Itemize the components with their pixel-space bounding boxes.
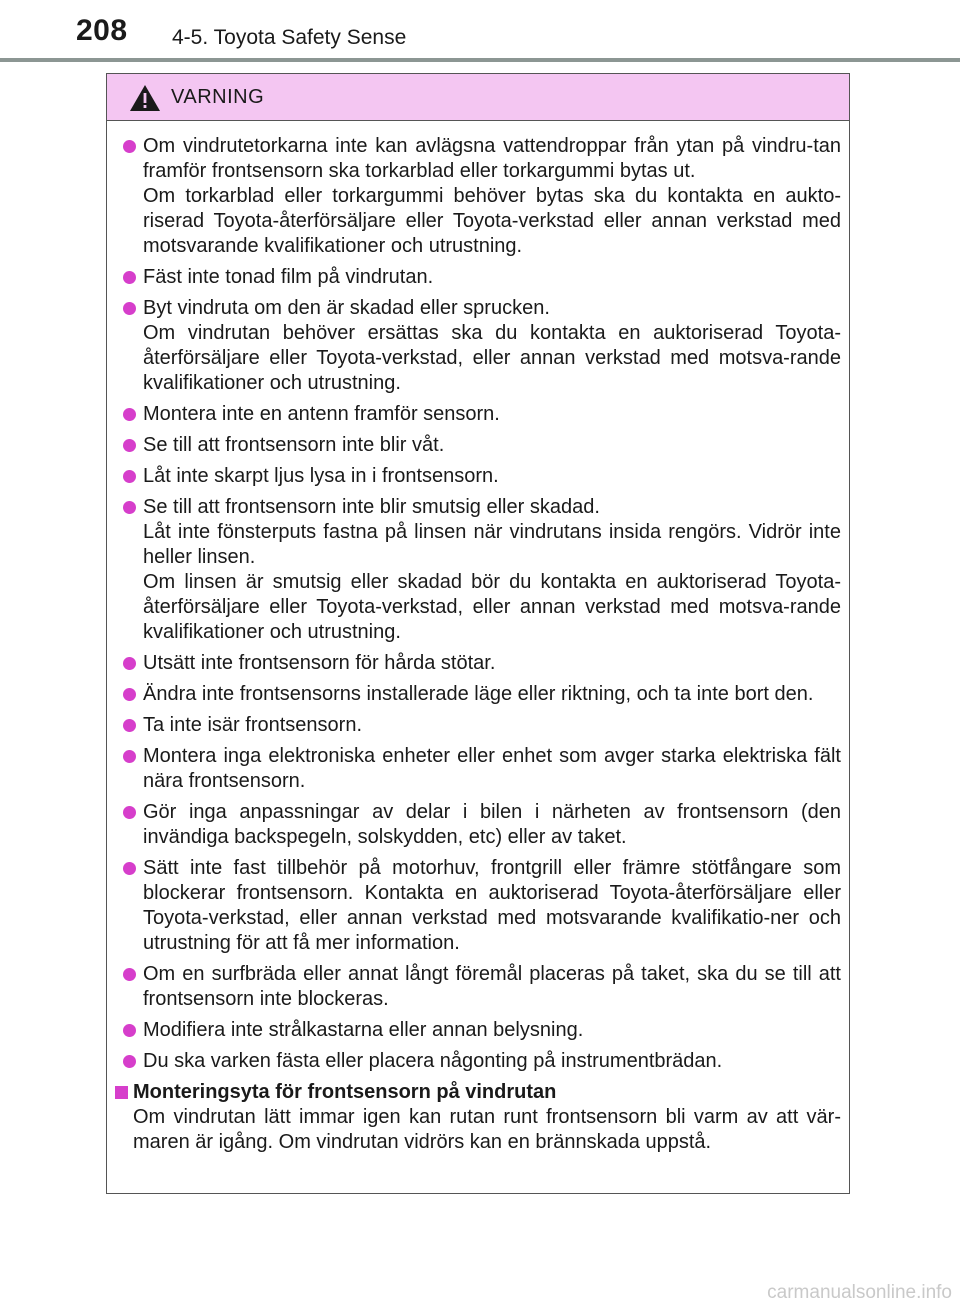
list-item — [117, 265, 841, 290]
bullet-dot-icon — [123, 271, 136, 284]
bullet-dot-icon — [123, 140, 136, 153]
warning-triangle-icon — [129, 84, 161, 112]
item-paragraph: Om vindrutan behöver ersättas ska du kontakta en auktoriserad Toyota-återförsäljare eller Toyota-verkstad, eller annan verkstad med motsva-rande kvalifikationer och utrustning. — [143, 322, 841, 394]
item-paragraph: Om en surfbräda eller annat långt föremål placeras på taket, ska du se till att frontsensorn inte blockeras. — [143, 963, 841, 1010]
page-header — [0, 0, 960, 62]
list-item — [117, 1049, 841, 1074]
bullet-dot-icon — [123, 968, 136, 981]
list-item — [117, 962, 841, 1012]
warning-label: VARNING — [171, 86, 265, 108]
bullet-dot-icon — [123, 862, 136, 875]
list-item — [117, 464, 841, 489]
bullet-dot-icon — [123, 302, 136, 315]
bullet-dot-icon — [123, 750, 136, 763]
bullet-dot-icon — [123, 1055, 136, 1068]
list-item — [117, 433, 841, 458]
warning-box — [106, 73, 850, 1194]
bullet-dot-icon — [123, 501, 136, 514]
bullet-dot-icon — [123, 806, 136, 819]
list-item — [117, 296, 841, 396]
list-item — [117, 713, 841, 738]
bullet-dot-icon — [123, 657, 136, 670]
bullet-dot-icon — [123, 688, 136, 701]
bullet-dot-icon — [123, 719, 136, 732]
subsection-text: Om vindrutan lätt immar igen kan rutan runt frontsensorn bli varm av att vär-maren är igång. Om vindrutan vidrörs kan en brännskada uppstå. — [133, 1106, 841, 1153]
item-paragraph: Se till att frontsensorn inte blir smutsig eller skadad. — [143, 496, 600, 518]
subsection-heading-text: Monteringsyta för frontsensorn på vindrutan — [133, 1081, 557, 1103]
item-paragraph: Om vindrutetorkarna inte kan avlägsna vattendroppar från ytan på vindru-tan framför frontsensorn ska torkarblad eller torkargummi bytas ut. — [143, 135, 841, 182]
warning-header — [107, 74, 849, 121]
item-paragraph: Du ska varken fästa eller placera någonting på instrumentbrädan. — [143, 1050, 723, 1072]
list-item — [117, 744, 841, 794]
list-item — [117, 651, 841, 676]
item-paragraph: Sätt inte fast tillbehör på motorhuv, frontgrill eller främre stötfångare som blockerar frontsensorn. Kontakta en auktoriserad Toyota-återförsäljare eller Toyota-verkstad, eller annan verkstad med motsvarande kvalifikatio-ner och utrustning för att få mer information. — [143, 857, 841, 954]
item-paragraph: Byt vindruta om den är skadad eller sprucken. — [143, 297, 550, 319]
square-bullet-icon — [115, 1086, 128, 1099]
header-rule — [0, 58, 960, 62]
page-number: 208 — [76, 14, 128, 47]
item-paragraph: Gör inga anpassningar av delar i bilen i närheten av frontsensorn (den invändiga backspegeln, solskydden, etc) eller av taket. — [143, 801, 841, 848]
list-item — [117, 1018, 841, 1043]
item-paragraph: Se till att frontsensorn inte blir våt. — [143, 434, 445, 456]
item-paragraph: Fäst inte tonad film på vindrutan. — [143, 266, 434, 288]
bullet-dot-icon — [123, 439, 136, 452]
list-item — [117, 134, 841, 259]
item-paragraph: Låt inte fönsterputs fastna på linsen när vindrutans insida rengörs. Vidrör inte heller linsen. — [143, 521, 841, 568]
warning-content — [107, 134, 849, 1155]
item-paragraph: Låt inte skarpt ljus lysa in i frontsensorn. — [143, 465, 499, 487]
item-paragraph: Montera inga elektroniska enheter eller enhet som avger starka elektriska fält nära frontsensorn. — [143, 745, 841, 792]
watermark: carmanualsonline.info — [767, 1282, 952, 1303]
item-paragraph: Om torkarblad eller torkargummi behöver bytas ska du kontakta en aukto-riserad Toyota-återförsäljare eller Toyota-verkstad eller annan verkstad med motsvarande kvalifikationer och utrustning. — [143, 185, 841, 257]
list-item — [117, 682, 841, 707]
item-paragraph: Utsätt inte frontsensorn för hårda stötar. — [143, 652, 496, 674]
item-paragraph: Modifiera inte strålkastarna eller annan belysning. — [143, 1019, 584, 1041]
list-item — [117, 495, 841, 645]
item-paragraph: Montera inte en antenn framför sensorn. — [143, 403, 500, 425]
bullet-dot-icon — [123, 470, 136, 483]
bullet-dot-icon — [123, 408, 136, 421]
list-item — [117, 800, 841, 850]
list-item — [117, 856, 841, 956]
item-paragraph: Ändra inte frontsensorns installerade läge eller riktning, och ta inte bort den. — [143, 683, 814, 705]
item-paragraph: Om linsen är smutsig eller skadad bör du kontakta en auktoriserad Toyota-återförsäljare eller Toyota-verkstad, eller annan verkstad med motsva-rande kvalifikationer och utrustning. — [143, 571, 841, 643]
item-paragraph: Ta inte isär frontsensorn. — [143, 714, 362, 736]
list-item — [117, 402, 841, 427]
section-title: 4-5. Toyota Safety Sense — [172, 26, 407, 49]
bullet-dot-icon — [123, 1024, 136, 1037]
subsection-heading — [107, 1080, 841, 1105]
